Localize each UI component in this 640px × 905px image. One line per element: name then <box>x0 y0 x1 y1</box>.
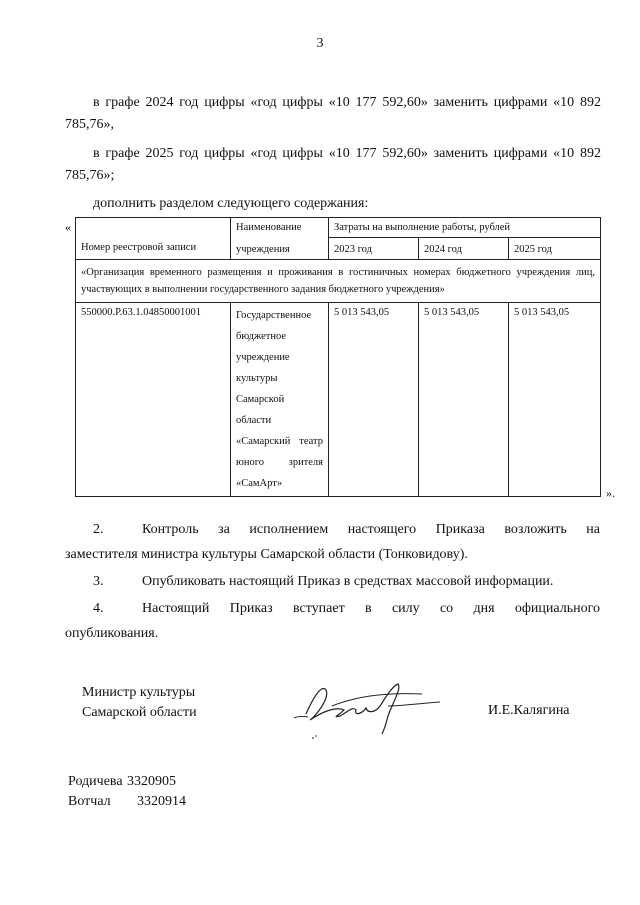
header-institution-name: Наименование учреждения <box>231 218 329 260</box>
paragraph-2024-change: в графе 2024 год цифры «год цифры «10 177 592,60» заменить цифрами «10 892 785,76», <box>65 95 601 132</box>
item-4-text-continued: опубликования. <box>65 626 159 641</box>
item-2-text-continued: заместителя министра культуры Самарской области (Тонковидову). <box>65 547 468 562</box>
executor-phone: 3320905 <box>127 774 176 789</box>
cell-value-2023: 5 013 543,05 <box>329 303 419 497</box>
executor-name: Родичева <box>68 774 123 789</box>
header-registry-number: Номер реестровой записи <box>76 218 231 260</box>
paragraph-2025-change: в графе 2025 год цифры «год цифры «10 177 592,60» заменить цифрами «10 892 785,76»; <box>65 146 601 183</box>
item-2-text: Контроль за исполнением настоящего Приказа возложить на <box>142 522 600 537</box>
handwritten-signature <box>292 676 442 751</box>
item-number-3: 3. <box>93 574 104 589</box>
executors-list <box>68 772 186 812</box>
item-4-text: Настоящий Приказ вступает в силу со дня официального <box>142 601 600 616</box>
signatory-name: И.Е.Калягина <box>488 703 570 718</box>
cell-value-2024: 5 013 543,05 <box>419 303 509 497</box>
header-year-2023: 2023 год <box>329 238 419 260</box>
table-section-row <box>76 260 601 303</box>
quote-open: « <box>65 220 71 234</box>
registry-table <box>75 217 601 497</box>
item-number-2: 2. <box>93 522 104 537</box>
section-title: «Организация временного размещения и проживания в гостиничных номерах бюджетного учреждения лиц, участвующих в выполнении государственного задания бюджетного учреждения» <box>76 260 601 303</box>
page-number: 3 <box>316 36 324 51</box>
item-3-text: Опубликовать настоящий Приказ в средствах массовой информации. <box>142 574 554 589</box>
table-header-row <box>76 218 601 238</box>
signatory-title: Министр культуры Самарской области <box>82 685 197 720</box>
executor-phone: 3320914 <box>137 794 186 809</box>
header-costs: Затраты на выполнение работы, рублей <box>329 218 601 238</box>
cell-registry-number: 550000.Р.63.1.04850001001 <box>76 303 231 497</box>
item-number-4: 4. <box>93 601 104 616</box>
executor-name: Вотчал <box>68 794 111 809</box>
header-year-2024: 2024 год <box>419 238 509 260</box>
header-year-2025: 2025 год <box>509 238 601 260</box>
table-row <box>76 303 601 497</box>
cell-institution-name: Государственное бюджетное учреждение культуры Самарской области «Самарский театр юного зрителя «СамАрт» <box>231 303 329 497</box>
paragraph-add-section: дополнить разделом следующего содержания: <box>93 196 369 211</box>
executor-row <box>68 772 186 792</box>
quote-close: ». <box>606 486 615 500</box>
executor-row <box>68 792 186 812</box>
cell-value-2025: 5 013 543,05 <box>509 303 601 497</box>
